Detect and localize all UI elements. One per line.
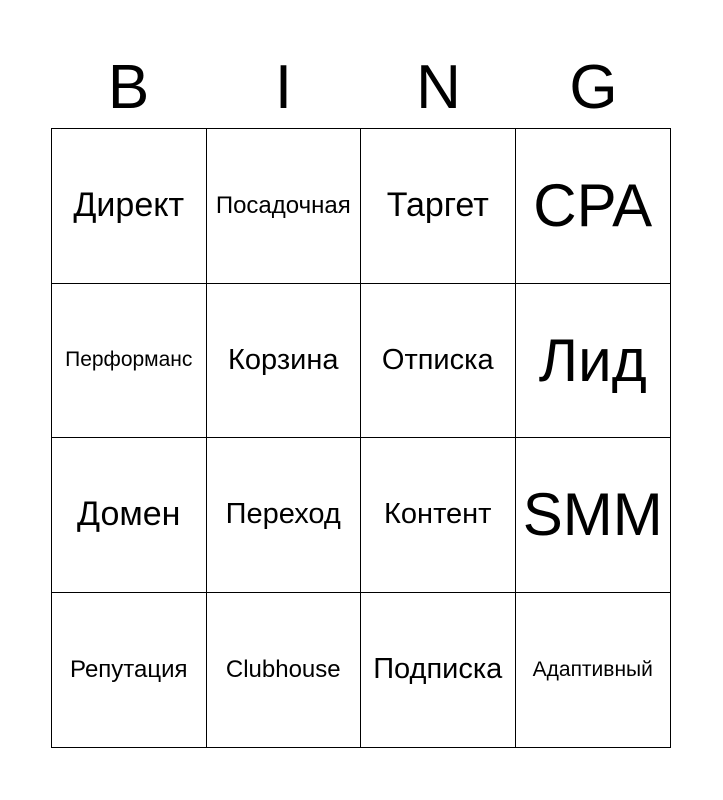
header-letter-g: G (569, 53, 618, 122)
bingo-cell[interactable]: CPA (516, 129, 671, 284)
header-letter-n: N (416, 53, 461, 122)
bingo-cell[interactable]: Адаптивный (532, 657, 653, 681)
bingo-cell[interactable]: Посадочная (207, 129, 362, 284)
bingo-cell[interactable]: Лид (516, 284, 671, 439)
bingo-cell[interactable]: Контент (361, 438, 516, 593)
bingo-grid (51, 128, 671, 748)
bingo-cell[interactable]: Репутация (52, 593, 207, 748)
bingo-cell[interactable]: Отписка (361, 284, 516, 439)
bingo-cell[interactable]: Корзина (207, 284, 362, 439)
header-letter-b: B (107, 53, 150, 122)
bingo-cell[interactable]: Домен (52, 438, 207, 593)
bingo-cell[interactable]: Перформанс (52, 284, 207, 439)
header-letter-i: I (274, 53, 293, 122)
bingo-cell[interactable]: SMM (516, 438, 671, 593)
bingo-header (51, 52, 671, 124)
bingo-cell[interactable]: Директ (52, 129, 207, 284)
bingo-cell[interactable]: Таргет (361, 129, 516, 284)
bingo-cell[interactable]: Подписка (361, 593, 516, 748)
bingo-cell[interactable]: Clubhouse (207, 593, 362, 748)
bingo-cell[interactable]: Переход (207, 438, 362, 593)
